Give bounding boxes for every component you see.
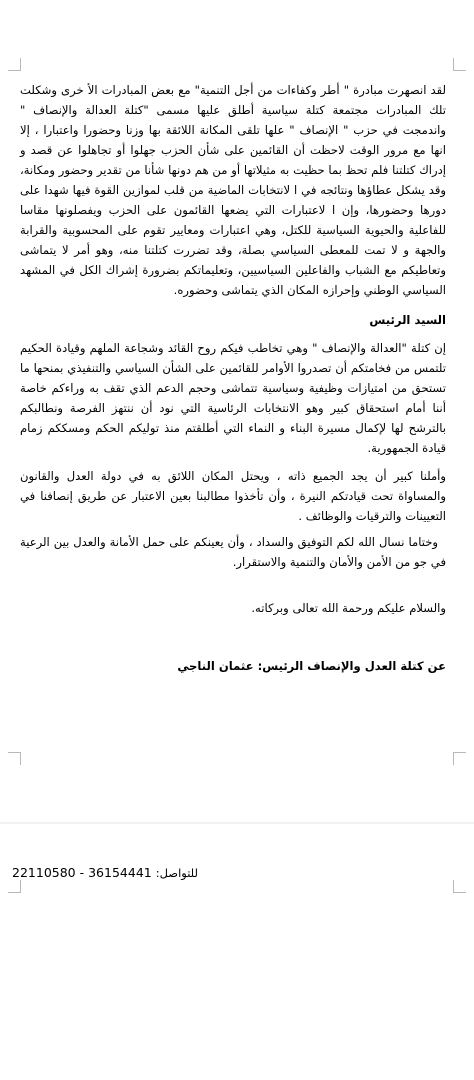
- contact-line: [12, 865, 198, 880]
- margin-corner-top-right: [453, 880, 466, 893]
- margin-corner-top-right: [453, 58, 466, 71]
- margin-corner-bottom-left: [8, 752, 21, 765]
- salutation-heading: السيد الرئيس: [369, 313, 446, 327]
- paragraph-request: إن كتلة "العدالة والإنصاف " وهي تخاطب فيكم روح القائد وشجاعة الملهم وقيادة الحكيم تلتمس من فخامتكم أن تصدروا الأوامر للقائمين على الشأن السياسي والتنفيذي بمنحها ما تستحق من امتيازات وظيفية وسياسية تتماشى وحجم الدعم الذي تقف به وراءكم خاصة أننا أمام استحقاق كبير وهو الانتخابات الرئاسية التي نود أن ننتهز الفرصة ونطالبكم بالترشح لها لإكمال مسيرة البناء و النماء التي أطلقتم منذ توليكم الحكم ومسككم زمام قيادة الجمهورية.: [20, 341, 446, 455]
- document-page-2: [0, 824, 474, 1080]
- paragraph-conclusion: وختاما نسال الله لكم التوفيق والسداد ، وأن يعينكم على حمل الأمانة والعدل بين الرعية في جو من الأمن والأمان والتنمية والاستقرار.: [20, 535, 446, 569]
- contact-phones: 22110580 - 36154441: [12, 865, 152, 880]
- paragraph-intro: لقد انصهرت مبادرة " أطر وكفاءات من أجل التنمية" مع بعض المبادرات الأ خرى وشكلت تلك المبادرات مجتمعة كتلة سياسية أطلق عليها مسمى "كتلة العدالة والإنصاف " واندمجت في حزب " الإنصاف " علها تلقى المكانة اللائقة بها وزنا وحضورا واعتبارا ، إلا انها مع مرور الوقت لاحظت أن القائمين على شأن الحزب جهلوا أو تجاهلوا عن قصد و إدراك كتلتنا فلم تحظ بما حظيت به مثيلاتها أو من هم دونها شأنا من تقدير وحضور ومكانة، وقد يشكل عطاؤها ونتائجه في ا لانتخابات الماضية من قلب لموازين القوة فيها شهدا على دورها وحضورها، وإن ا لاعتبارات التي يضعها القائمون على الحزب ويفصلونها مقاسا للفاعلية والحيوية السياسية للكتل، وهي اعتبارات ومعايير تقوم على المحسوبية والقرابة والجهة و لا تمت للمعطى السياسي بصلة، وقد تضررت كتلتنا منه، وهو أمر لا يتماشى وتعاطيكم مع الشباب والفاعلين السياسيين، وتعليماتكم بضرورة إشراك الكل في المشهد السياسي الوطني وإحرازه المكان الذي يتماشى وحضوره.: [20, 83, 446, 297]
- margin-corner-top-left: [8, 58, 21, 71]
- paragraph-hope: وأملنا كبير أن يجد الجميع ذاته ، ويحتل المكان اللائق به في دولة العدل والقانون والمساواة تحت قيادتكم النيرة ، وأن تأخذوا مطالبنا بعين الاعتبار عن طريق إنصافنا في التعيينات والترقيات والوظائف .: [20, 469, 446, 523]
- closing-greeting: والسلام عليكم ورحمة الله تعالى وبركاته.: [251, 601, 446, 615]
- signature: عن كتلة العدل والإنصاف الرئيس: عثمان الناجي: [177, 659, 446, 673]
- margin-corner-top-left: [8, 880, 21, 893]
- margin-corner-bottom-right: [453, 752, 466, 765]
- letter-body: [20, 80, 446, 676]
- contact-label: للتواصل:: [155, 866, 198, 880]
